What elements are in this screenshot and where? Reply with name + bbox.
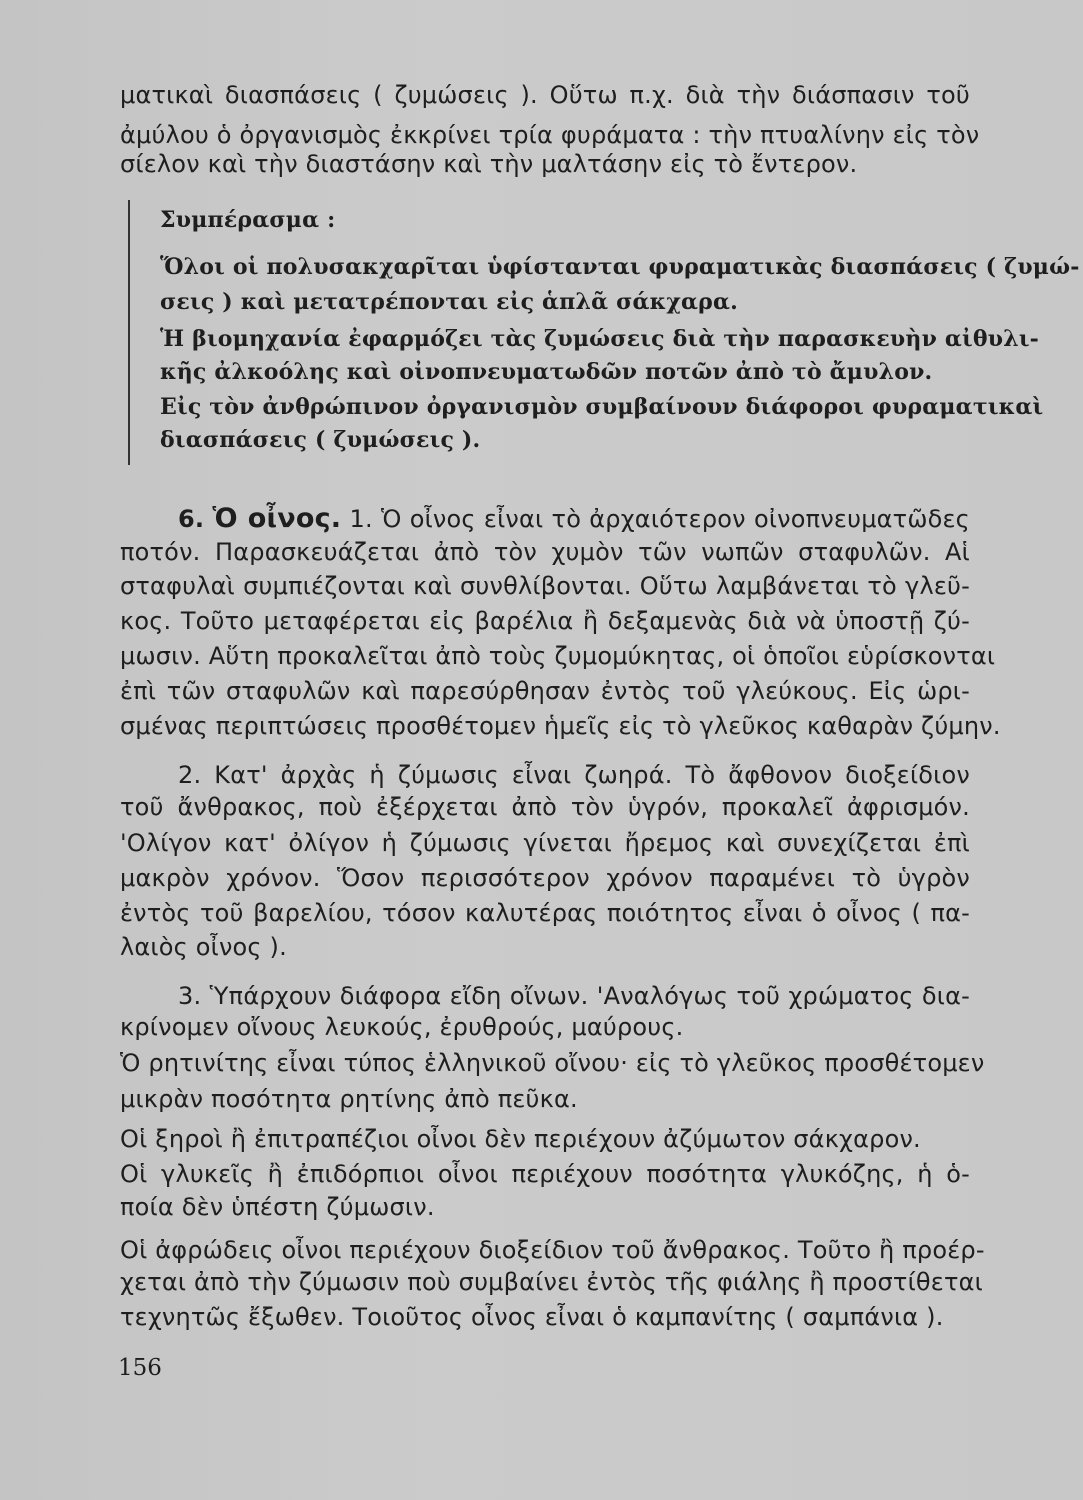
- para1-line-2: σταφυλαὶ συμπιέζονται καὶ συνθλίβονται. Οὕτω λαμβάνεται τὸ γλεῦ-: [120, 572, 970, 600]
- summary-line-1: Ὅλοι οἱ πολυσακχαρῖται ὑφίστανται φυραματικὰς διασπάσεις ( ζυμώ-: [160, 254, 1080, 280]
- para7-line-1: Οἱ ἀφρώδεις οἶνοι περιέχουν διοξείδιον τοῦ ἄνθρακος. Τοῦτο ἢ προέρ-: [120, 1236, 985, 1264]
- section-heading: [178, 502, 970, 536]
- intro-line-3: σίελον καὶ τὴν διαστάσην καὶ τὴν μαλτάσην εἰς τὸ ἔντερον.: [120, 150, 858, 178]
- para3-line-2: κρίνομεν οἴνους λευκούς, ἐρυθρούς, μαύρους.: [120, 1013, 684, 1041]
- page-number: 156: [118, 1355, 162, 1381]
- para1-line-4: μωσιν. Αὕτη προκαλεῖται ἀπὸ τοὺς ζυμομύκητας, οἱ ὁποῖοι εὑρίσκονται: [120, 642, 996, 670]
- summary-label: Συμπέρασμα :: [160, 207, 336, 233]
- summary-line-5: Εἰς τὸν ἀνθρώπινον ὀργανισμὸν συμβαίνουν διάφοροι φυραματικαὶ: [160, 394, 1044, 420]
- summary-line-6: διασπάσεις ( ζυμώσεις ).: [160, 427, 481, 453]
- para1-line-1: ποτόν. Παρασκευάζεται ἀπὸ τὸν χυμὸν τῶν νωπῶν σταφυλῶν. Αἱ: [120, 538, 970, 566]
- para2-line-3: 'Ολίγον κατ' ὀλίγον ἡ ζύμωσις γίνεται ἤρεμος καὶ συνεχίζεται ἐπὶ: [120, 829, 970, 857]
- para4-line-1: Ὁ ρητινίτης εἶναι τύπος ἑλληνικοῦ οἴνου· εἰς τὸ γλεῦκος προσθέτομεν: [120, 1049, 985, 1077]
- section-number: 6.: [178, 505, 205, 533]
- summary-line-2: σεις ) καὶ μετατρέπονται εἰς ἁπλᾶ σάκχαρα.: [160, 289, 738, 315]
- para4-line-2: μικρὰν ποσότητα ρητίνης ἀπὸ πεῦκα.: [120, 1085, 578, 1113]
- summary-line-4: κῆς ἀλκοόλης καὶ οἰνοπνευματωδῶν ποτῶν ἀπὸ τὸ ἄμυλον.: [160, 359, 933, 385]
- para5-line-1: Οἱ ξηροὶ ἢ ἐπιτραπέζιοι οἶνοι δὲν περιέχουν ἀζύμωτον σάκχαρον.: [120, 1125, 921, 1153]
- intro-line-2: ἀμύλου ὁ ὀργανισμὸς ἐκκρίνει τρία φυράματα : τὴν πτυαλίνην εἰς τὸν: [120, 121, 980, 149]
- para2-line-1: 2. Κατ' ἀρχὰς ἡ ζύμωσις εἶναι ζωηρά. Τὸ ἄφθονον διοξείδιον: [178, 761, 970, 789]
- para2-line-6: λαιὸς οἶνος ).: [120, 933, 287, 961]
- para2-line-2: τοῦ ἄνθρακος, ποὺ ἐξέρχεται ἀπὸ τὸν ὑγρόν, προκαλεῖ ἀφρισμόν.: [120, 793, 970, 821]
- para2-line-4: μακρὸν χρόνον. Ὅσον περισσότερον χρόνον παραμένει τὸ ὑγρὸν: [120, 864, 970, 892]
- para6-line-2: ποία δὲν ὑπέστη ζύμωσιν.: [120, 1193, 435, 1221]
- para6-line-1: Οἱ γλυκεῖς ἢ ἐπιδόρπιοι οἶνοι περιέχουν ποσότητα γλυκόζης, ἡ ὁ-: [120, 1160, 970, 1188]
- para1-line-3: κος. Τοῦτο μεταφέρεται εἰς βαρέλια ἢ δεξαμενὰς διὰ νὰ ὑποστῇ ζύ-: [120, 607, 970, 635]
- summary-line-3: Ἡ βιομηχανία ἐφαρμόζει τὰς ζυμώσεις διὰ τὴν παρασκευὴν αἰθυλι-: [160, 326, 1040, 352]
- para1-line-5: ἐπὶ τῶν σταφυλῶν καὶ παρεσύρθησαν ἐντὸς τοῦ γλεύκους. Εἰς ὡρι-: [120, 677, 970, 705]
- para2-line-5: ἐντὸς τοῦ βαρελίου, τόσον καλυτέρας ποιότητος εἶναι ὁ οἶνος ( πα-: [120, 899, 970, 927]
- para1-line-6: σμένας περιπτώσεις προσθέτομεν ἡμεῖς εἰς τὸ γλεῦκος καθαρὰν ζύμην.: [120, 712, 1001, 740]
- section-title: Ὁ οἶνος.: [212, 503, 342, 534]
- para7-line-3: τεχνητῶς ἔξωθεν. Τοιοῦτος οἶνος εἶναι ὁ καμπανίτης ( σαμπάνια ).: [120, 1303, 944, 1331]
- para3-line-1: 3. Ὑπάρχουν διάφορα εἴδη οἴνων. 'Αναλόγως τοῦ χρώματος δια-: [178, 982, 970, 1010]
- para7-line-2: χεται ἀπὸ τὴν ζύμωσιν ποὺ συμβαίνει ἐντὸς τῆς φιάλης ἢ προστίθεται: [120, 1268, 983, 1296]
- intro-line-1: ματικαὶ διασπάσεις ( ζυμώσεις ). Οὕτω π.χ. διὰ τὴν διάσπασιν τοῦ: [120, 81, 970, 109]
- section-first-line: 1. Ὁ οἶνος εἶναι τὸ ἀρχαιότερον οἰνοπνευματῶδες: [349, 505, 970, 533]
